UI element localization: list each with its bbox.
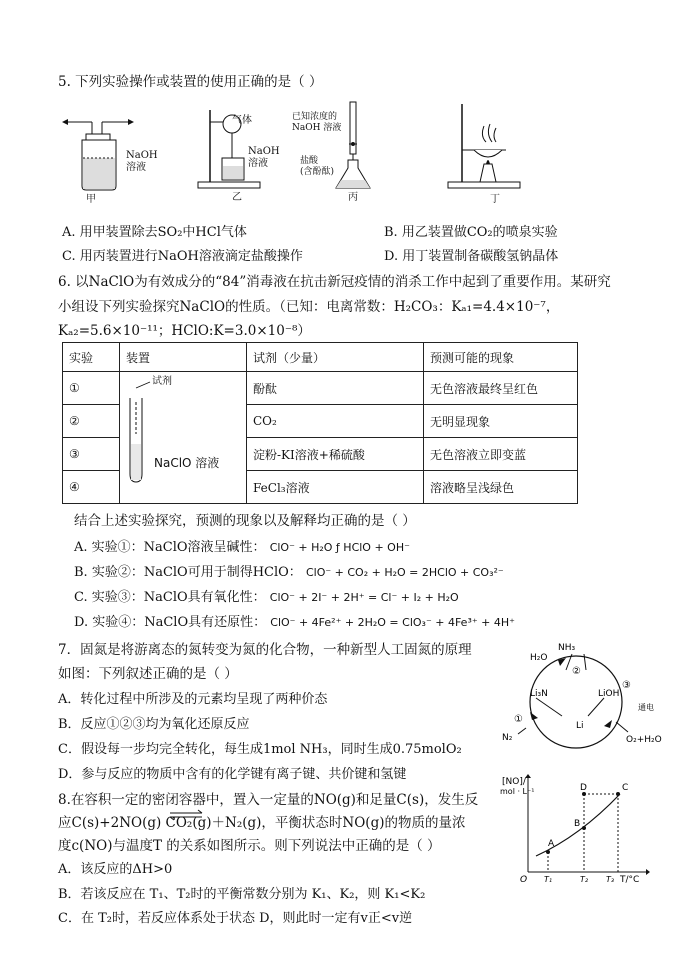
q6-option-a-text: A. 实验①：NaClO溶液呈碱性： bbox=[74, 540, 266, 555]
nh3-label: NH₃ bbox=[558, 643, 576, 653]
bing-caption: 丙 bbox=[348, 192, 358, 203]
lioh-label: LiOH bbox=[598, 689, 620, 699]
q8-option-c: C．在 T₂时，若反应体系处于状态 D，则此时一定有v正<v逆 bbox=[58, 911, 413, 926]
figure-bing bbox=[320, 96, 380, 196]
row-id: ④ bbox=[63, 471, 120, 504]
yi-gas-label: 气体 bbox=[232, 115, 252, 126]
yi-caption: 乙 bbox=[232, 192, 242, 203]
device-solution-label: NaClO 溶液 bbox=[154, 456, 220, 470]
row-reagent: CO₂ bbox=[247, 405, 424, 438]
q8-option-b: B．若该反应在 T₁、T₂时的平衡常数分别为 K₁、K₂，则 K₁<K₂ bbox=[58, 887, 426, 902]
header-reagent: 试剂（少量） bbox=[247, 343, 424, 372]
header-device: 装置 bbox=[120, 343, 247, 372]
bing-titration-icon bbox=[320, 96, 380, 196]
q6-stem-line2: 小组设下列实验探究NaClO的性质。（已知：电离常数：H₂CO₃：Kₐ₁=4.4×10⁻⁷， bbox=[58, 299, 560, 315]
graph-origin: O bbox=[520, 875, 528, 884]
no-concentration-graph bbox=[500, 772, 650, 884]
bing-bottom-label: 盐酸 (含酚酞) bbox=[300, 156, 335, 177]
row-id: ③ bbox=[63, 438, 120, 471]
q5-option-b: B. 用乙装置做CO₂的喷泉实验 bbox=[384, 225, 558, 240]
q5-option-a: A. 用甲装置除去SO₂中HCl气体 bbox=[62, 225, 247, 240]
graph-ylabel-line1: [NO]/ bbox=[502, 777, 526, 787]
row-reagent: 淀粉-KI溶液+稀硫酸 bbox=[247, 438, 424, 471]
graph-xlabel: T/°C bbox=[620, 875, 640, 884]
tick-t3: T₃ bbox=[606, 875, 615, 884]
q5-option-c: C. 用丙装置进行NaOH溶液滴定盐酸操作 bbox=[62, 249, 303, 264]
q6-stem-line1: 6. 以NaClO为有效成分的“84”消毒液在抗击新冠疫情的消杀工作中起到了重要作用。某研究 bbox=[58, 274, 611, 290]
q6-option-b-text: B. 实验②：NaClO可用于制得HClO： bbox=[74, 565, 302, 580]
row-id: ① bbox=[63, 372, 120, 405]
q6-option-b-eq: ClO⁻ + CO₂ + H₂O = 2HClO + CO₃²⁻ bbox=[305, 566, 504, 579]
q7-option-a: A．转化过程中所涉及的元素均呈现了两种价态 bbox=[58, 692, 328, 707]
row-phenomenon: 溶液略呈浅绿色 bbox=[424, 471, 578, 504]
header-phenomenon: 预测可能的现象 bbox=[424, 343, 578, 372]
q8-stem-line3: 度c(NO)与温度T 的关系如图所示。则下列说法中正确的是（ ） bbox=[58, 838, 441, 854]
header-experiment: 实验 bbox=[63, 343, 120, 372]
row-phenomenon: 无明显现象 bbox=[424, 405, 578, 438]
q7-option-c: C．假设每一步均完全转化，每生成1mol NH₃，同时生成0.75molO₂ bbox=[58, 742, 462, 757]
figure-ding bbox=[440, 98, 530, 194]
q6-question: 结合上述实验探究，预测的现象以及解释均正确的是（ ） bbox=[74, 513, 416, 529]
q6-option-d-eq: ClO⁻ + 4Fe²⁺ + 2H₂O = ClO₃⁻ + 4Fe³⁺ + 4H⁺ bbox=[270, 616, 515, 629]
test-tube-icon bbox=[120, 374, 234, 502]
q6-option-d bbox=[74, 611, 515, 630]
graph-ylabel-line2: mol · L⁻¹ bbox=[500, 787, 535, 796]
li3n-label: Li₃N bbox=[530, 689, 548, 699]
ding-caption: 丁 bbox=[490, 194, 500, 205]
device-cell bbox=[120, 372, 247, 504]
li-label: Li bbox=[576, 721, 584, 731]
row-reagent: 酚酞 bbox=[247, 372, 424, 405]
q6-option-d-text: D. 实验④：NaClO具有还原性： bbox=[74, 615, 267, 630]
yi-reagent: NaOH 溶液 bbox=[248, 146, 280, 169]
q7-stem-line1: 7．固氮是将游离态的氮转变为氮的化合物，一种新型人工固氮的原理 bbox=[58, 642, 472, 658]
tick-t1: T₁ bbox=[544, 875, 553, 884]
h2o-label: H₂O bbox=[530, 653, 548, 663]
q8-stem-line1: 8.在容积一定的密闭容器中，置入一定量的NO(g)和足量C(s)，发生反 bbox=[58, 792, 479, 808]
point-c-label: C bbox=[622, 783, 629, 793]
point-d-label: D bbox=[580, 783, 587, 793]
jia-caption: 甲 bbox=[86, 194, 96, 205]
step3-label: ③ bbox=[622, 680, 631, 691]
point-a-label: A bbox=[548, 839, 555, 849]
n2-label: N₂ bbox=[502, 733, 513, 743]
step2-label: ② bbox=[572, 666, 581, 677]
row-id: ② bbox=[63, 405, 120, 438]
equilibrium-arrow-icon bbox=[166, 808, 206, 822]
jia-reagent: NaOH 溶液 bbox=[126, 150, 158, 173]
q6-option-a bbox=[74, 536, 410, 555]
q6-option-c-text: C. 实验③：NaClO具有氧化性： bbox=[74, 590, 266, 605]
o2-h2o-label: O₂+H₂O bbox=[626, 735, 662, 745]
row-reagent: FeCl₃溶液 bbox=[247, 471, 424, 504]
q6-option-b bbox=[74, 561, 504, 580]
table-header-row bbox=[63, 343, 578, 372]
q5-option-d: D. 用丁装置制备碳酸氢钠晶体 bbox=[384, 249, 559, 264]
q8-stem-line2: 应C(s)+2NO(g) CO₂(g)＋N₂(g)，平衡状态时NO(g)的物质的量浓 bbox=[58, 815, 466, 831]
table-row bbox=[63, 372, 578, 405]
q6-option-c bbox=[74, 586, 459, 605]
q6-stem-line3: Kₐ₂=5.6×10⁻¹¹；HClO:K=3.0×10⁻⁸） bbox=[58, 323, 311, 339]
device-reagent-label: 试剂 bbox=[152, 376, 172, 387]
nitrogen-fixation-cycle-diagram bbox=[500, 636, 670, 764]
tick-t2: T₂ bbox=[580, 875, 589, 884]
electrolysis-label: 通电 bbox=[638, 703, 654, 712]
step1-label: ① bbox=[514, 714, 523, 725]
q6-option-c-eq: ClO⁻ + 2I⁻ + 2H⁺ = Cl⁻ + I₂ + H₂O bbox=[269, 591, 459, 604]
experiment-table bbox=[62, 342, 578, 504]
q6-option-a-eq: ClO⁻ + H₂O ƒ HClO + OH⁻ bbox=[269, 541, 410, 554]
bing-top-label: 已知浓度的 NaOH 溶液 bbox=[292, 112, 342, 133]
q7-option-b: B．反应①②③均为氧化还原反应 bbox=[58, 717, 250, 732]
q8-option-a: A．该反应的ΔH>0 bbox=[58, 862, 173, 877]
point-b-label: B bbox=[574, 819, 581, 829]
row-phenomenon: 无色溶液最终呈红色 bbox=[424, 372, 578, 405]
q7-stem-line2: 如图：下列叙述正确的是（ ） bbox=[58, 666, 238, 682]
q5-stem: 5. 下列实验操作或装置的使用正确的是（ ） bbox=[58, 74, 323, 90]
row-phenomenon: 无色溶液立即变蓝 bbox=[424, 438, 578, 471]
ding-evaporation-icon bbox=[440, 98, 530, 194]
q7-option-d: D．参与反应的物质中含有的化学键有离子键、共价键和氢键 bbox=[58, 767, 407, 782]
